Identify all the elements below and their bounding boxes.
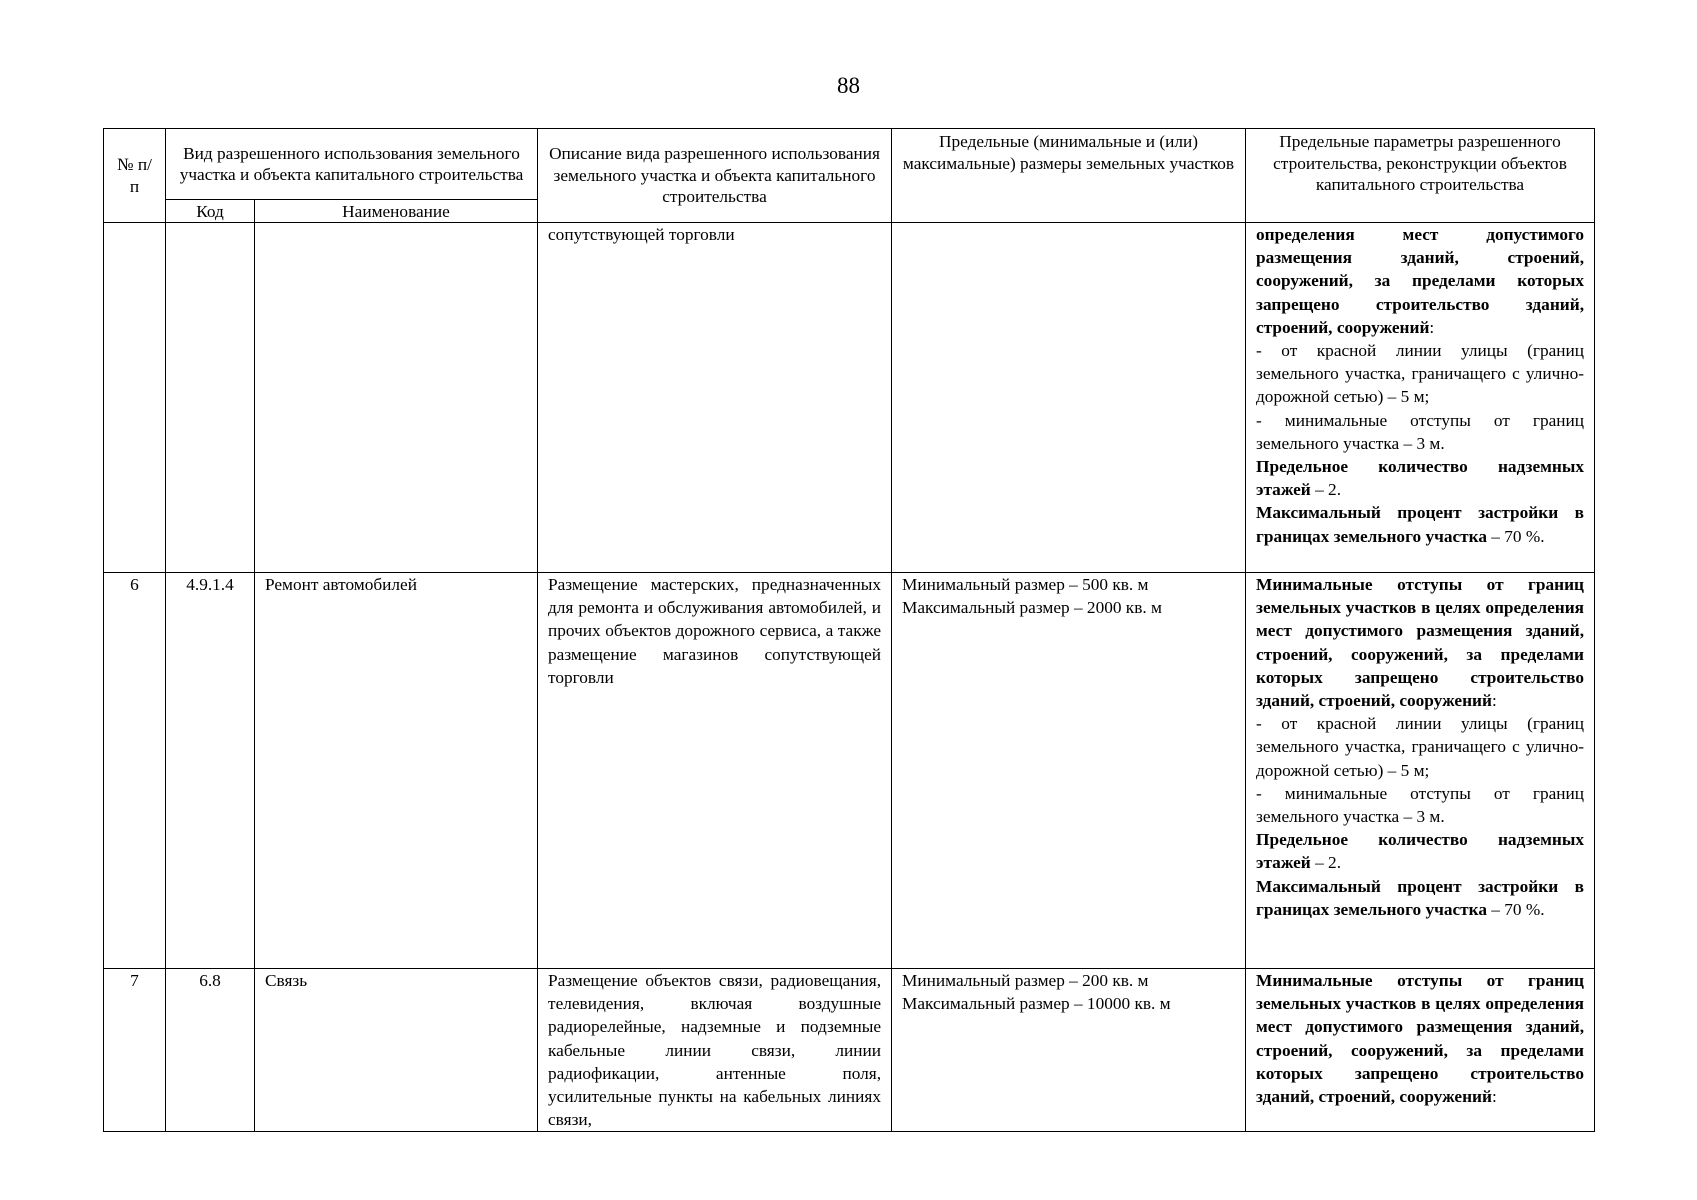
table-row <box>104 223 1595 573</box>
params-setback-heading: определения мест допустимого размещения зданий, строений, сооружений, за пределами которых запрещено строительство зданий, строений, сооружений <box>1256 225 1585 337</box>
header-opisanie: Описание вида разрешенного использования земельного участка и объекта капитального строительства <box>538 129 892 223</box>
params-floors-value: – 2. <box>1310 853 1342 873</box>
params-floors-label: Предельное количество надземных этажей <box>1256 457 1585 500</box>
size-max: Максимальный размер – 2000 кв. м <box>902 598 1162 618</box>
params-coverage-label: Максимальный процент застройки в границах земельного участка <box>1256 503 1585 546</box>
header-vid-group: Вид разрешенного использования земельного участка и объекта капитального строительства <box>166 129 538 200</box>
row-params <box>1246 573 1595 969</box>
table-row <box>104 969 1595 1132</box>
page-number: 88 <box>837 73 860 98</box>
params-setback-heading: Минимальные отступы от границ земельных участков в целях определения мест допустимого размещения зданий, строений, сооружений, за пределами которых запрещено строительство зданий, строений, сооружений <box>1256 971 1585 1107</box>
params-coverage-value: – 70 %. <box>1486 526 1545 546</box>
row-params <box>1246 969 1595 1132</box>
params-floors-value: – 2. <box>1310 480 1342 500</box>
row-description: сопутствующей торговли <box>538 223 892 573</box>
params-red-line: - от красной линии улицы (границ земельного участка, граничащего с улично-дорожной сетью) – 5 м; <box>1256 714 1585 780</box>
header-num: № п/п <box>104 129 166 223</box>
params-colon: : <box>1491 691 1497 711</box>
table-row <box>104 573 1595 969</box>
row-sizes <box>892 573 1246 969</box>
row-name <box>255 969 538 1132</box>
params-floors-label: Предельное количество надземных этажей <box>1256 830 1585 873</box>
params-coverage-value: – 70 %. <box>1486 899 1545 919</box>
header-naimenovanie: Наименование <box>255 200 538 223</box>
row-name <box>255 223 538 573</box>
row-name: Ремонт автомобилей <box>255 573 538 969</box>
row-kod-text: 6.8 <box>199 971 221 990</box>
row-description-text: Размещение объектов связи, радиовещания, телевидения, включая воздушные радиорелейные, надземные и подземные кабельные линии связи, линии радиофикации, антенные поля, усилительные пункты на кабельных линиях связи, <box>548 971 882 1130</box>
row-name-text: Связь <box>265 971 308 990</box>
row-num-text: 7 <box>130 971 139 990</box>
row-num: 6 <box>104 573 166 969</box>
size-max: Максимальный размер – 10000 кв. м <box>902 994 1171 1014</box>
params-min-setback: - минимальные отступы от границ земельного участка – 3 м. <box>1256 410 1585 453</box>
row-num <box>104 223 166 573</box>
row-sizes <box>892 969 1246 1132</box>
params-colon: : <box>1429 317 1435 337</box>
row-num <box>104 969 166 1132</box>
row-description: Размещение мастерских, предназначенных для ремонта и обслуживания автомобилей, и прочих объектов дорожного сервиса, а также размещение магазинов сопутствующей торговли <box>538 573 892 969</box>
row-sizes <box>892 223 1246 573</box>
row-kod <box>166 969 255 1132</box>
row-kod <box>166 223 255 573</box>
row-description <box>538 969 892 1132</box>
header-row <box>104 129 1595 200</box>
params-min-setback: - минимальные отступы от границ земельного участка – 3 м. <box>1256 783 1585 827</box>
params-setback-heading: Минимальные отступы от границ земельных участков в целях определения мест допустимого размещения зданий, строений, сооружений, за пределами которых запрещено строительство зданий, строений, сооружений <box>1256 575 1585 711</box>
row-params <box>1246 223 1595 573</box>
params-coverage-label: Максимальный процент застройки в границах земельного участка <box>1256 876 1585 919</box>
params-colon: : <box>1491 1087 1497 1107</box>
header-razmery: Предельные (минимальные и (или) максимальные) размеры земельных участков <box>892 129 1246 223</box>
header-kod: Код <box>166 200 255 223</box>
size-min: Минимальный размер – 500 кв. м <box>902 575 1149 594</box>
size-min: Минимальный размер – 200 кв. м <box>902 971 1149 990</box>
params-red-line: - от красной линии улицы (границ земельного участка, граничащего с улично-дорожной сетью) – 5 м; <box>1256 341 1585 407</box>
row-kod: 4.9.1.4 <box>166 573 255 969</box>
header-parametry: Предельные параметры разрешенного строительства, реконструкции объектов капитального строительства <box>1246 129 1595 223</box>
land-use-table <box>103 128 1595 1132</box>
